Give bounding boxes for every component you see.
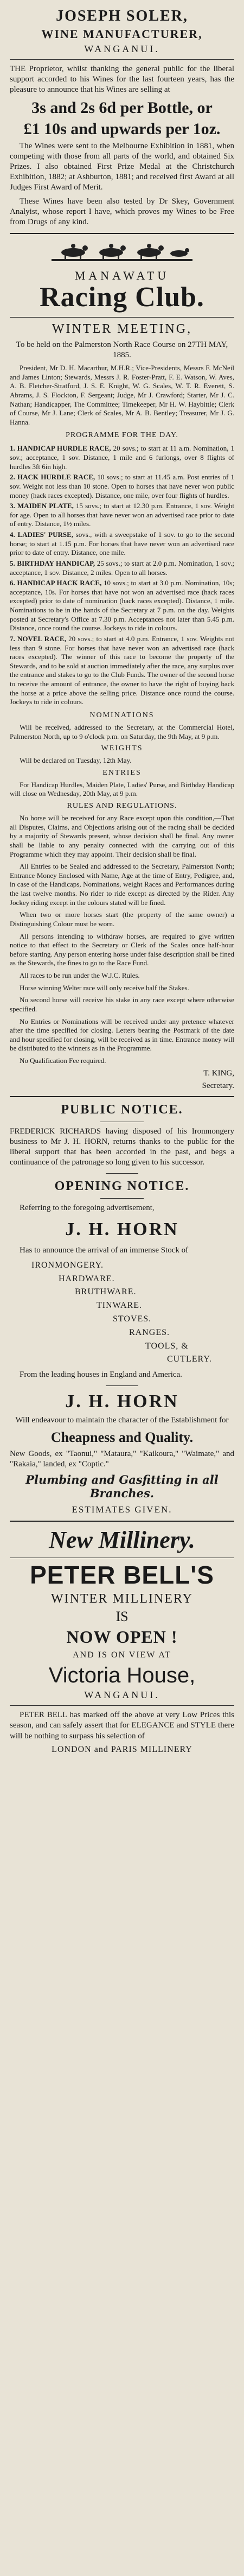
- soler-title: WINE MANUFACTURER,: [41, 27, 203, 41]
- stock-item: HARDWARE.: [59, 1274, 115, 1283]
- estimates-given: ESTIMATES GIVEN.: [72, 1504, 172, 1515]
- millinery-house: Victoria House,: [48, 1663, 196, 1688]
- racing-date: To be held on the Palmerston North Race Course on 27TH MAY, 1885.: [16, 340, 228, 359]
- soler-ad: [10, 8, 234, 227]
- soler-body: THE Proprietor, whilst thanking the general public for the liberal support accorded to his Wines for the last fourteen years, has the pleasure to announce that his Wines are selling at: [10, 65, 234, 94]
- plumbing-line-2: Branches.: [89, 1486, 155, 1500]
- newspaper-column: [8, 0, 236, 1755]
- racing-officers: President, Mr D. H. Macarthur, M.H.R.; Vice-Presidents, Messrs F. McNeil and James Linton; Stewards, Messrs J. R. Foster-Pratt, F. E. Watson, W. Aves, A. B. Fletcher-Stratford, J. S. E. Knight, W. G. Scales, W. T. R. Everett, S. Abrams, J. S. Flockton, F. Sergeant; Judge, Mr J. Crawford; Starter, Mr J. C. Nathan; Handicapper, The Committee; Timekeeper, Mr H. W. Haybittle; Clerk of Course, Mr J. Lane; Clerk of Scales, Mr A. B. Bentley; Treasurer, Mr J. G. Hanna.: [10, 364, 234, 426]
- rule-item: Horse winning Welter race will only receive half the Stakes.: [20, 983, 189, 992]
- stock-item: IRONMONGERY.: [31, 1260, 104, 1270]
- opening-maintain: Will endeavour to maintain the character of the Establishment for: [15, 1416, 229, 1425]
- soler-place: WANGANUI.: [84, 43, 160, 54]
- opening-heading: OPENING NOTICE.: [54, 1179, 190, 1194]
- soler-name: JOSEPH SOLER,: [56, 8, 188, 24]
- divider: [10, 59, 234, 60]
- programme-heading: PROGRAMME FOR THE DAY.: [66, 431, 178, 440]
- stock-list: [10, 1259, 234, 1366]
- millinery-heading: New Millinery.: [49, 1526, 195, 1553]
- programme-item: 4. LADIES' PURSE, sovs., with a sweepstake of 1 sov. to go to the second horse; to start at 1.15 p.m. For horses that have never won an advertised race prior to date of entry. Distance, one mile.: [10, 530, 235, 557]
- programme-item: 7. NOVEL RACE, 20 sovs.; to start at 4.0 p.m. Entrance, 1 sov. Weights not less than 9 stone. For horses that have never won an advertised race (hack races excepted). The winner of this race to become the property of the Stewards, and to be sold at auction immediately after the race, any surplus over the entrance and stakes to go to the Club Funds. The owner of the second horse to receive the amount of entrance, the owner to have the right of buying back the horse at a price above the selling price. Distance once round the course. Jockeys to ride in colours.: [10, 634, 234, 706]
- rule-item: No Entries or Nominations will be received under any pretence whatever after the time specified for closing. Letters bearing the Postmark of the date and hour specified for closing, will be received as in time. Entrance money will be distributed to the winners as in the Programme.: [10, 1017, 234, 1053]
- rules-list: [10, 814, 234, 1066]
- stock-item: CUTLERY.: [167, 1355, 212, 1364]
- rule-item: When two or more horses start (the property of the same owner) a Distinguishing Colour must be worn.: [10, 910, 234, 928]
- plumbing-line-1: Plumbing and Gasfitting in all: [25, 1472, 219, 1486]
- opening-referring: Referring to the foregoing advertisement,: [20, 1204, 155, 1213]
- divider: [10, 317, 234, 318]
- notice-body: FREDERICK RICHARDS having disposed of his Ironmongery business to Mr J. H. HORN, returns thanks to the public for the liberal support that has been accorded in the past, and begs a continuance of the patronage so long given to his successor.: [10, 1126, 234, 1167]
- opening-name-2: J. H. HORN: [65, 1391, 179, 1412]
- entries-heading: ENTRIES: [102, 768, 142, 777]
- weights-heading: WEIGHTS: [101, 744, 143, 753]
- opening-sourced: From the leading houses in England and America.: [20, 1370, 182, 1379]
- programme-item: 3. MAIDEN PLATE, 15 sovs.; to start at 12.30 p.m. Entrance, 1 sov. Weight for age. Open to all horses that have never won an advertised race prior to date of entry. Distance, 1½ miles.: [10, 502, 234, 528]
- stock-item: TINWARE.: [97, 1301, 142, 1311]
- soler-para-2: The Wines were sent to the Melbourne Exhibition in 1881, when competing with those from all parts of the world, and obtained Six Prizes. I also obtained First Prize Medal at the Christchurch Exhibition, 1882; at Ashburton, 1881; and received first Award at all Judges First Award of Merit.: [10, 141, 234, 192]
- stock-item: STOVES.: [113, 1314, 152, 1324]
- divider: [10, 1705, 234, 1706]
- millinery-name: PETER BELL'S: [30, 1561, 214, 1590]
- stock-item: TOOLS, &: [145, 1341, 189, 1351]
- opening-announce: Has to announce the arrival of an immense Stock of: [20, 1245, 189, 1255]
- racing-title: Racing Club.: [40, 282, 204, 313]
- opening-goods: New Goods, ex "Taonui," "Mataura," "Kaikoura," "Waimate," and "Rakaia," landed, ex "Coptic.": [10, 1449, 234, 1469]
- divider: [106, 1173, 138, 1174]
- nominations-text: Will be received, addressed to the Secretary, at the Commercial Hotel, Palmerston North, up to 9 o'clock p.m. on Saturday, the 9th May, at 9 p.m.: [10, 723, 234, 740]
- opening-name: J. H. HORN: [65, 1219, 179, 1239]
- millinery-place: WANGANUI.: [84, 1689, 160, 1701]
- divider: [10, 1096, 234, 1097]
- notice-heading: PUBLIC NOTICE.: [61, 1102, 183, 1117]
- racing-signature-role: Secretary.: [202, 1081, 234, 1090]
- divider: [10, 233, 234, 234]
- millinery-now-open: NOW OPEN !: [66, 1627, 178, 1647]
- rule-item: No horse will be received for any Race except upon this condition,—That all Disputes, Claims, and Objections arising out of the racing shall be decided by a majority of Stewards present, whose decision shall be final. Any owner shall be liable to any penalty connected with the carrying out of this Programme which they may appoint. Their decision shall be final.: [10, 814, 234, 858]
- millinery-view: AND IS ON VIEW AT: [73, 1650, 171, 1660]
- opening-notice: [10, 1179, 234, 1515]
- rule-item: All races to be run under the W.J.C. Rules.: [20, 971, 140, 980]
- nominations-heading: NOMINATIONS: [89, 711, 155, 719]
- opening-tagline: Cheapness and Quality.: [50, 1429, 194, 1445]
- racing-signature-name: T. KING,: [203, 1068, 234, 1078]
- rules-heading: RULES AND REGULATIONS.: [67, 802, 177, 811]
- millinery-winter: WINTER MILLINERY: [51, 1592, 193, 1606]
- millinery-body: PETER BELL has marked off the above at very Low Prices this season, and can safely assert that for ELEGANCE and STYLE there will be nothing to surpass his selection of: [10, 1711, 234, 1740]
- stock-item: BRUTHWARE.: [75, 1287, 137, 1297]
- programme-item: 6. HANDICAP HACK RACE, 10 sovs.; to start at 3.0 p.m. Nomination, 10s; acceptance, 10s. For horses that have not won an advertised race (hack races excepted) prior to date of nomination (hack races excepted). Distance, 1 mile. Nominations to be in the hands of the Secretary at 7 p.m. on the day. Weights posted at Secretary's Office at 7.30 p.m. Acceptances not later than 5.45 p.m. Distance, once round the course. Jockeys to ride in colours.: [10, 579, 235, 632]
- programme-item: 1. HANDICAP HURDLE RACE, 20 sovs.; to start at 11 a.m. Nomination, 1 sov.; acceptance, 1 sov. Distance, 1 mile and 6 furlongs, over 8 flights of hurdles 3ft 6in high.: [10, 444, 234, 471]
- horse-race-engraving-icon: [52, 239, 192, 264]
- soler-para-3: These Wines have been also tested by Dr Skey, Government Analyist, whose report I have, which proves my Wines to be Free from Drugs of any kind.: [10, 197, 234, 226]
- divider: [106, 1385, 138, 1386]
- soler-price-1: 3s and 2s 6d per Bottle, or: [31, 98, 213, 117]
- rule-item: All persons intending to withdraw horses, are required to give written notice to that effect to the Secretary or Clerk of the Scales once half-hour before starting. Any person entering horse under false description shall be fined as the Stewards, the fines to go to the Race Fund.: [10, 932, 234, 967]
- public-notice: [10, 1103, 234, 1168]
- rule-item: No second horse will receive his stake in any race except where otherwise specified.: [10, 996, 234, 1013]
- stock-item: RANGES.: [129, 1327, 170, 1337]
- entries-text: For Handicap Hurdles, Maiden Plate, Ladies' Purse, and Birthday Handicap will close on Wednesday, 20th May, at 9 p.m.: [10, 780, 234, 798]
- programme-list: [10, 444, 234, 707]
- millinery-last: LONDON and PARIS MILLINERY: [52, 1744, 192, 1754]
- racing-meeting: WINTER MEETING,: [52, 321, 192, 336]
- weights-text: Will be declared on Tuesday, 12th May.: [20, 756, 132, 765]
- rule-item: All Entries to be Sealed and addressed to the Secretary, Palmerston North; Entrance Money Enclosed with Name, Age at the time of Entry, Pedigree, and, in case of the Handicaps, Nominations, weight Races and Performances during the last twelve months. No rider to ride except as directed by the Rider. Any Jockey riding except in the colours stated will be fined.: [10, 862, 234, 907]
- millinery-ad: [10, 1527, 234, 1755]
- divider: [100, 1198, 144, 1199]
- programme-item: 2. HACK HURDLE RACE, 10 sovs.; to start at 11.45 a.m. Post entries of 1 sov. Weight not less than 10 stone. Open to horses that have never won public money (hack races excepted). Distance, one mile, over four flights of hurdles.: [10, 473, 235, 499]
- divider: [10, 1521, 234, 1522]
- racing-ad: [10, 239, 234, 1091]
- millinery-is: IS: [115, 1609, 129, 1625]
- programme-item: 5. BIRTHDAY HANDICAP, 25 sovs.; to start at 2.0 p.m. Nomination, 1 sov.; acceptance, 1 sov. Distance, 2 miles. Open to all horses.: [10, 559, 234, 577]
- soler-price-2: £1 10s and upwards per 1oz.: [23, 119, 221, 138]
- rule-item: No Qualification Fee required.: [20, 1056, 106, 1065]
- racing-region: MANAWATU: [74, 269, 170, 283]
